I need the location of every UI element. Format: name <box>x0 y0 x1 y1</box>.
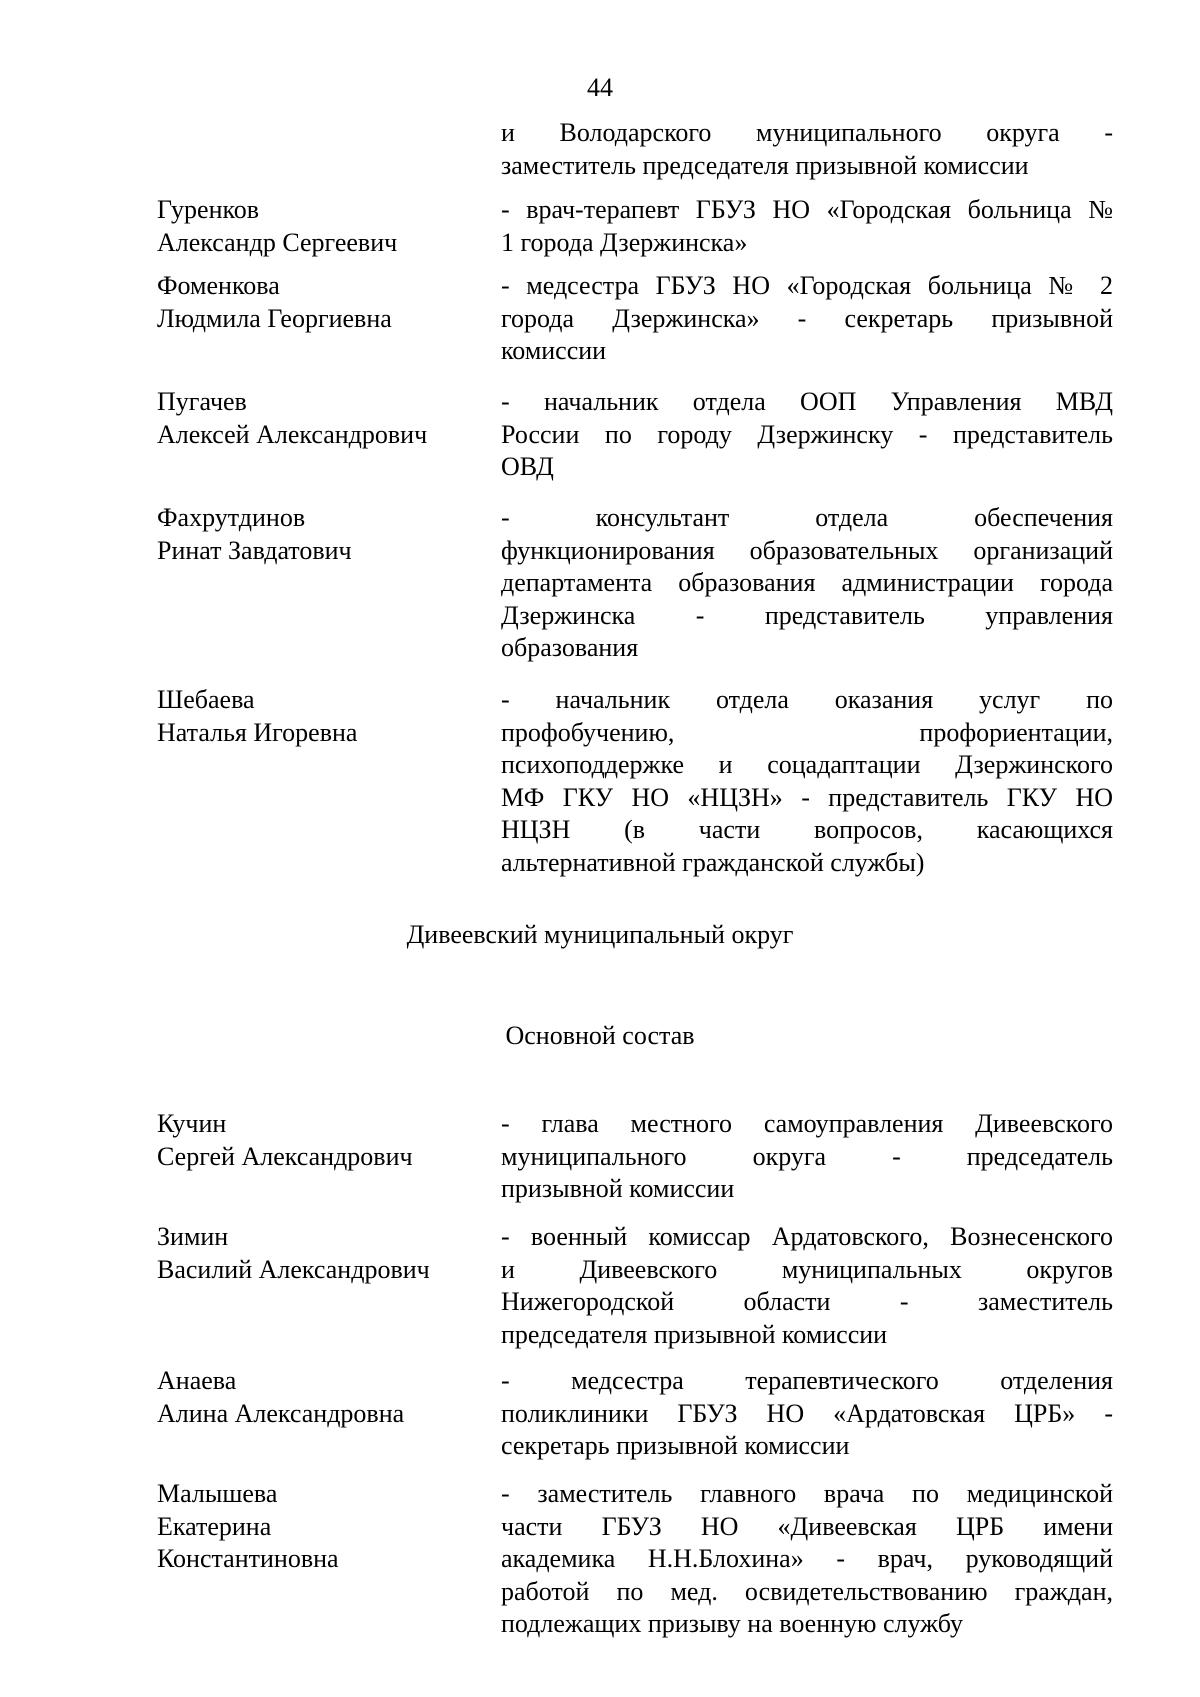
member-position <box>501 1365 1113 1463</box>
description-line: - военный комиссар Ардатовского, Вознесенского <box>501 1222 1113 1251</box>
member-surname: Шебаева <box>157 685 255 714</box>
member-position <box>501 502 1113 665</box>
description-line: психоподдержке и соцадаптации Дзержинского <box>501 750 1113 779</box>
description-line: города Дзержинска» - секретарь призывной <box>501 303 1113 333</box>
description-line: поликлиники ГБУЗ НО «Ардатовская ЦРБ» - <box>501 1398 1113 1428</box>
member-given-name: Людмила Георгиевна <box>157 303 392 333</box>
member-given-name: Василий Александрович <box>157 1254 430 1284</box>
description-line: 1 города Дзержинска» <box>501 227 748 257</box>
member-position <box>501 1478 1113 1641</box>
member-surname: Фахрутдинов <box>157 503 306 532</box>
member-given-name: Ринат Завдатович <box>157 535 352 565</box>
member-name <box>157 684 487 749</box>
description-line: подлежащих призыву на военную службу <box>501 1609 963 1638</box>
description-line: председателя призывной комиссии <box>501 1319 888 1349</box>
district-heading: Дивеевский муниципальный округ <box>406 920 794 949</box>
member-name <box>157 502 487 567</box>
member-position <box>501 270 1113 368</box>
member-position <box>501 1221 1113 1351</box>
description-line: работой по мед. освидетельствованию граждан, <box>501 1576 1113 1606</box>
description-line: функционирования образовательных организаций <box>501 535 1113 565</box>
description-line: образования <box>501 633 639 662</box>
member-given-name: Александр Сергеевич <box>157 227 398 257</box>
description-line: - глава местного самоуправления Дивеевского <box>501 1109 1113 1138</box>
description-line: академика Н.Н.Блохина» - врач, руководящий <box>501 1544 1113 1573</box>
description-line: России по городу Дзержинску - представитель <box>501 419 1113 449</box>
composition-heading: Основной состав <box>505 1021 695 1050</box>
description-line: МФ ГКУ НО «НЦЗН» - представитель ГКУ НО <box>501 782 1113 812</box>
member-position <box>501 386 1113 484</box>
member-name <box>157 386 487 451</box>
description-line: - медсестра терапевтического отделения <box>501 1366 1113 1395</box>
description-line: профобучению, профориентации, <box>501 717 1113 747</box>
member-surname: Зимин <box>157 1222 229 1251</box>
member-patronymic: Константиновна <box>157 1544 339 1573</box>
page-number: 44 <box>587 73 613 102</box>
member-name <box>157 1108 487 1173</box>
description-line: - заместитель главного врача по медицинской <box>501 1479 1113 1508</box>
member-given-name: Екатерина <box>157 1511 272 1541</box>
description-line: Нижегородской области - заместитель <box>501 1287 1113 1316</box>
description-line: НЦЗН (в части вопросов, касающихся <box>501 815 1113 844</box>
description-line: - врач-терапевт ГБУЗ НО «Городская больница № <box>501 195 1113 224</box>
description-line: призывной комиссии <box>501 1174 735 1203</box>
description-line: - начальник отдела ООП Управления МВД <box>501 387 1113 416</box>
member-given-name: Алина Александровна <box>157 1398 405 1428</box>
description-line: части ГБУЗ НО «Дивеевская ЦРБ имени <box>501 1511 1113 1541</box>
description-line: секретарь призывной комиссии <box>501 1431 850 1460</box>
member-surname: Пугачев <box>157 387 247 416</box>
member-given-name: Наталья Игоревна <box>157 717 358 747</box>
member-surname: Кучин <box>157 1109 227 1138</box>
member-given-name: Сергей Александрович <box>157 1141 413 1171</box>
member-position <box>501 684 1113 879</box>
description-line: и Володарского муниципального округа - <box>501 118 1113 147</box>
member-surname: Фоменкова <box>157 271 280 300</box>
description-line: - начальник отдела оказания услуг по <box>501 685 1113 714</box>
description-line: муниципального округа - председатель <box>501 1141 1113 1171</box>
description-line: департамента образования администрации города <box>501 568 1113 597</box>
description-line: альтернативной гражданской службы) <box>501 847 925 877</box>
member-surname: Гуренков <box>157 195 260 224</box>
description-line: и Дивеевского муниципальных округов <box>501 1254 1113 1284</box>
description-line: заместитель председателя призывной комиссии <box>501 150 1029 180</box>
member-surname: Анаева <box>157 1366 237 1395</box>
entry-description <box>501 117 1113 182</box>
member-name <box>157 194 487 259</box>
description-line: комиссии <box>501 336 607 365</box>
member-name <box>157 270 487 335</box>
member-name <box>157 1365 487 1430</box>
member-name <box>157 1478 487 1576</box>
description-line: ОВД <box>501 452 554 481</box>
description-line: - медсестра ГБУЗ НО «Городская больница № 2 <box>501 271 1113 300</box>
member-position <box>501 1108 1113 1206</box>
member-position <box>501 194 1113 259</box>
description-line: - консультант отдела обеспечения <box>501 503 1113 532</box>
member-given-name: Алексей Александрович <box>157 419 428 449</box>
member-surname: Малышева <box>157 1479 278 1508</box>
description-line: Дзержинска - представитель управления <box>501 600 1113 630</box>
member-name <box>157 1221 487 1286</box>
